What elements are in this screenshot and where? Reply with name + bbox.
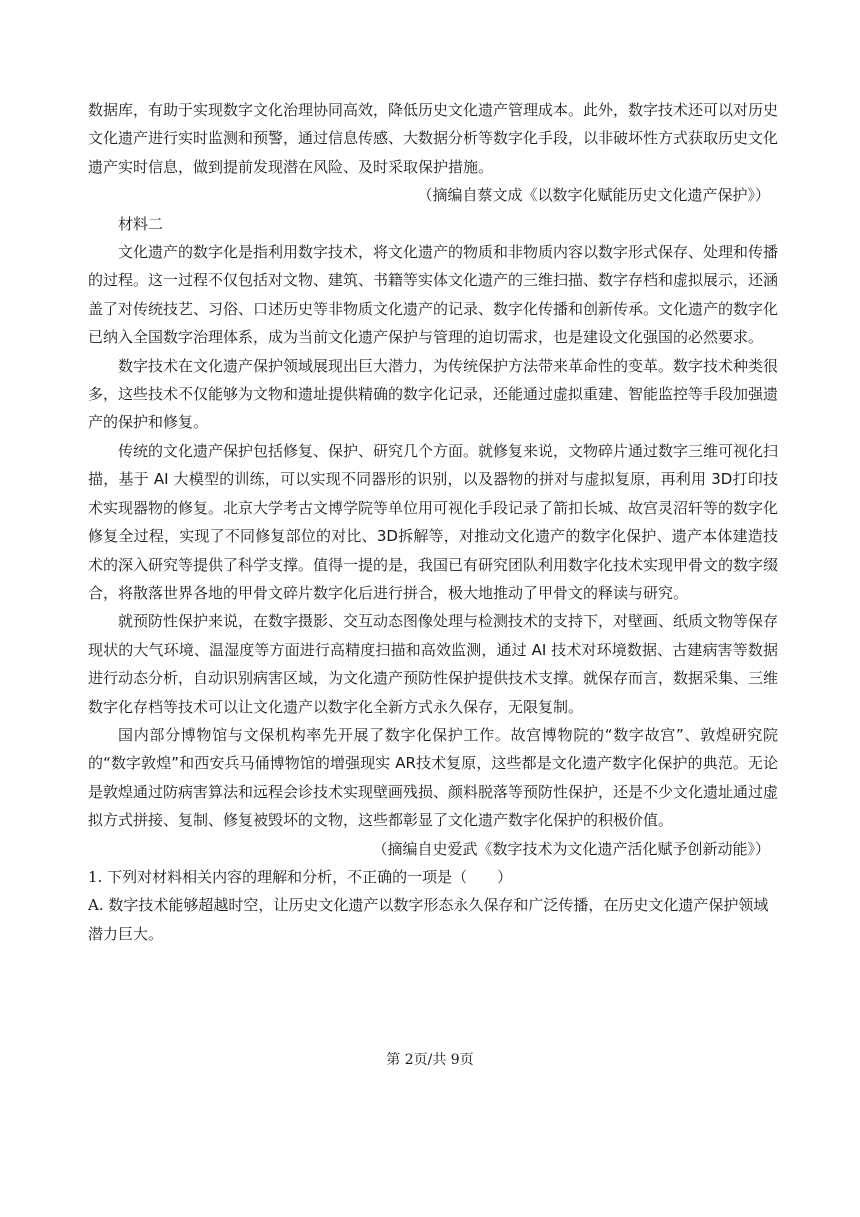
paragraph-3: 传统的文化遗产保护包括修复、保护、研究几个方面。就修复来说，文物碎片通过数字三维可视化扫描，基于 AI 大模型的训练，可以实现不同器形的识别，以及器物的拼对与虚拟复原，再利用 3D打印技术实现器物的修复。北京大学考古文博学院等单位用可视化手段记录了箭扣长城、故宫灵沼轩等的数字化修复全过程，实现了不同修复部位的对比、3D拆解等，对推动文化遗产的数字化保护、遗产本体建造技术的深入研究等提供了科学支撑。值得一提的是，我国已有研究团队利用数字化技术实现甲骨文的数字缀合，将散落世界各地的甲骨文碎片数字化后进行拼合，极大地推动了甲骨文的释读与研究。 bbox=[88, 441, 779, 602]
paragraph-4: 就预防性保护来说，在数字摄影、交互动态图像处理与检测技术的支持下，对壁画、纸质文物等保存现状的大气环境、温湿度等方面进行高精度扫描和高效监测，通过 AI 技术对环境数据、古建病害等数据进行动态分析，自动识别病害区域，为文化遗产预防性保护提供技术支撑。就保存而言，数据采集、三维数字化存档等技术可以让文化遗产以数字化全新方式永久保存，无限复制。 bbox=[88, 612, 779, 716]
paragraph-2: 数字技术在文化遗产保护领域展现出巨大潜力，为传统保护方法带来革命性的变革。数字技术种类很多，这些技术不仅能够为文物和遗址提供精确的数字化记录，还能通过虚拟重建、智能监控等手段加强遗产的保护和修复。 bbox=[88, 356, 779, 432]
paragraph-continuation: 数据库，有助于实现数字文化治理协同高效，降低历史文化遗产管理成本。此外，数字技术还可以对历史文化遗产进行实时监测和预警，通过信息传感、大数据分析等数字化手段，以非破坏性方式获取历史文化遗产实时信息，做到提前发现潜在风险、及时采取保护措施。 bbox=[88, 101, 779, 176]
source-citation-1: （摘编自蔡文成《以数字化赋能历史文化遗产保护》） bbox=[417, 186, 770, 205]
source-citation-2: （摘编自史爱武《数字技术为文化遗产活化赋予创新动能》） bbox=[372, 839, 770, 858]
option-a: A. 数字技术能够超越时空，让历史文化遗产以数字形态永久保存和广泛传播，在历史文化遗产保护领域潜力巨大。 bbox=[88, 896, 769, 943]
material-2-heading: 材料二 bbox=[118, 214, 164, 233]
paragraph-5: 国内部分博物馆与文保机构率先开展了数字化保护工作。故宫博物院的“数字故宫”、敦煌研究院的“数字敦煌”和西安兵马俑博物馆的增强现实 AR技术复原，这些都是文化遗产数字化保护的典范。无论是敦煌通过防病害算法和远程会诊技术实现壁画残损、颜料脱落等预防性保护，还是不少文化遗址通过虚拟方式拼接、复制、修复被毁坏的文物，这些都彰显了文化遗产数字化保护的积极价值。 bbox=[88, 725, 779, 830]
document-body bbox=[88, 96, 778, 948]
page-footer: 第 2页/共 9页 bbox=[386, 1052, 474, 1068]
paragraph-1: 文化遗产的数字化是指利用数字技术，将文化遗产的物质和非物质内容以数字形式保存、处理和传播的过程。这一过程不仅包括对文物、建筑、书籍等实体文化遗产的三维扫描、数字存档和虚拟展示，还涵盖了对传统技艺、习俗、口述历史等非物质文化遗产的记录、数字化传播和创新传承。文化遗产的数字化已纳入全国数字治理体系，成为当前文化遗产保护与管理的迫切需求，也是建设文化强国的必然要求。 bbox=[88, 243, 779, 347]
question-1: 1. 下列对材料相关内容的理解和分析，不正确的一项是（ ） bbox=[88, 867, 513, 886]
